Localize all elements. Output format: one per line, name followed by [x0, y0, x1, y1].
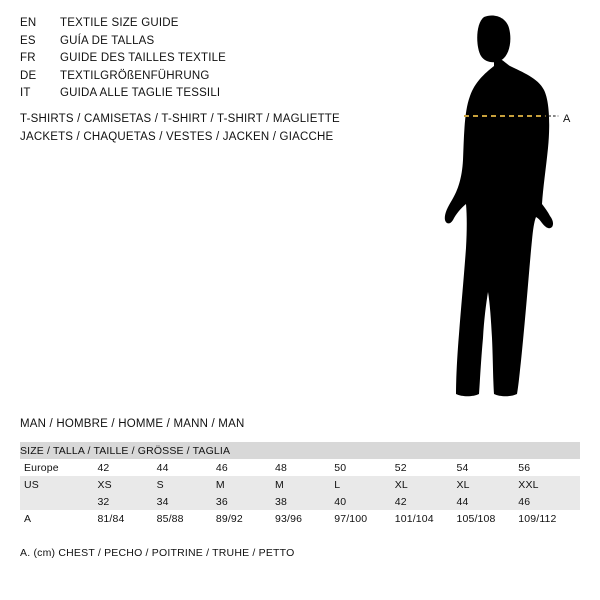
table-cell: XL: [457, 476, 519, 493]
language-code: FR: [20, 52, 36, 64]
table-cell: 32: [97, 493, 156, 510]
table-cell: 34: [157, 493, 216, 510]
table-cell: 97/100: [334, 510, 394, 527]
table-cell: 105/108: [457, 510, 519, 527]
table-cell: 93/96: [275, 510, 334, 527]
table-cell: XXL: [518, 476, 580, 493]
language-text: GUÍA DE TALLAS: [60, 34, 155, 47]
table-row: [20, 510, 580, 527]
language-row: [20, 50, 380, 68]
language-text: TEXTILGRÖßENFÜHRUNG: [60, 69, 210, 82]
row-label: [20, 493, 97, 510]
table-cell: 101/104: [395, 510, 457, 527]
table-header-row: [20, 442, 580, 459]
male-silhouette-icon: [398, 8, 598, 408]
measure-leader-line-icon: [540, 115, 562, 117]
table-cell: 42: [395, 493, 457, 510]
language-code: EN: [20, 17, 37, 29]
table-cell: 48: [275, 459, 334, 476]
language-row: [20, 33, 380, 51]
table-cell: 44: [457, 493, 519, 510]
size-table: [20, 442, 580, 527]
table-cell: 38: [275, 493, 334, 510]
body-figure: [398, 8, 598, 408]
row-label: US: [20, 476, 97, 493]
table-cell: 46: [216, 459, 275, 476]
table-cell: 56: [518, 459, 580, 476]
table-cell: 40: [334, 493, 394, 510]
table-cell: XL: [395, 476, 457, 493]
table-cell: 50: [334, 459, 394, 476]
table-cell: S: [157, 476, 216, 493]
category-jackets: JACKETS / CHAQUETAS / VESTES / JACKEN / GIACCHE: [20, 131, 334, 143]
category-tshirts: T-SHIRTS / CAMISETAS / T-SHIRT / T-SHIRT / MAGLIETTE: [20, 113, 340, 125]
table-cell: M: [275, 476, 334, 493]
language-code: IT: [20, 87, 31, 99]
table-cell: 109/112: [518, 510, 580, 527]
language-row: [20, 15, 380, 33]
table-cell: 81/84: [97, 510, 156, 527]
table-cell: 36: [216, 493, 275, 510]
measure-label-a: A: [563, 113, 571, 125]
row-label: A: [20, 510, 97, 527]
footnote: A. (cm) CHEST / PECHO / POITRINE / TRUHE / PETTO: [20, 547, 295, 559]
table-cell: M: [216, 476, 275, 493]
language-row: [20, 85, 380, 103]
table-title: MAN / HOMBRE / HOMME / MANN / MAN: [20, 418, 245, 430]
table-header-label: SIZE / TALLA / TAILLE / GRÖSSE / TAGLIA: [20, 442, 580, 459]
table-cell: 42: [97, 459, 156, 476]
table-cell: 89/92: [216, 510, 275, 527]
table-cell: XS: [97, 476, 156, 493]
table-row: [20, 493, 580, 510]
row-label: Europe: [20, 459, 97, 476]
language-code: ES: [20, 34, 36, 47]
table-cell: 54: [457, 459, 519, 476]
garment-categories: [20, 110, 420, 146]
language-text: GUIDA ALLE TAGLIE TESSILI: [60, 87, 221, 99]
table-cell: 52: [395, 459, 457, 476]
language-text: TEXTILE SIZE GUIDE: [60, 17, 179, 29]
language-code: DE: [20, 69, 37, 82]
table-cell: 44: [157, 459, 216, 476]
table-cell: 85/88: [157, 510, 216, 527]
table-cell: 46: [518, 493, 580, 510]
table-row: [20, 459, 580, 476]
table-row: [20, 476, 580, 493]
language-header-block: [20, 15, 380, 103]
language-text: GUIDE DES TAILLES TEXTILE: [60, 52, 227, 64]
table-cell: L: [334, 476, 394, 493]
language-row: [20, 68, 380, 86]
